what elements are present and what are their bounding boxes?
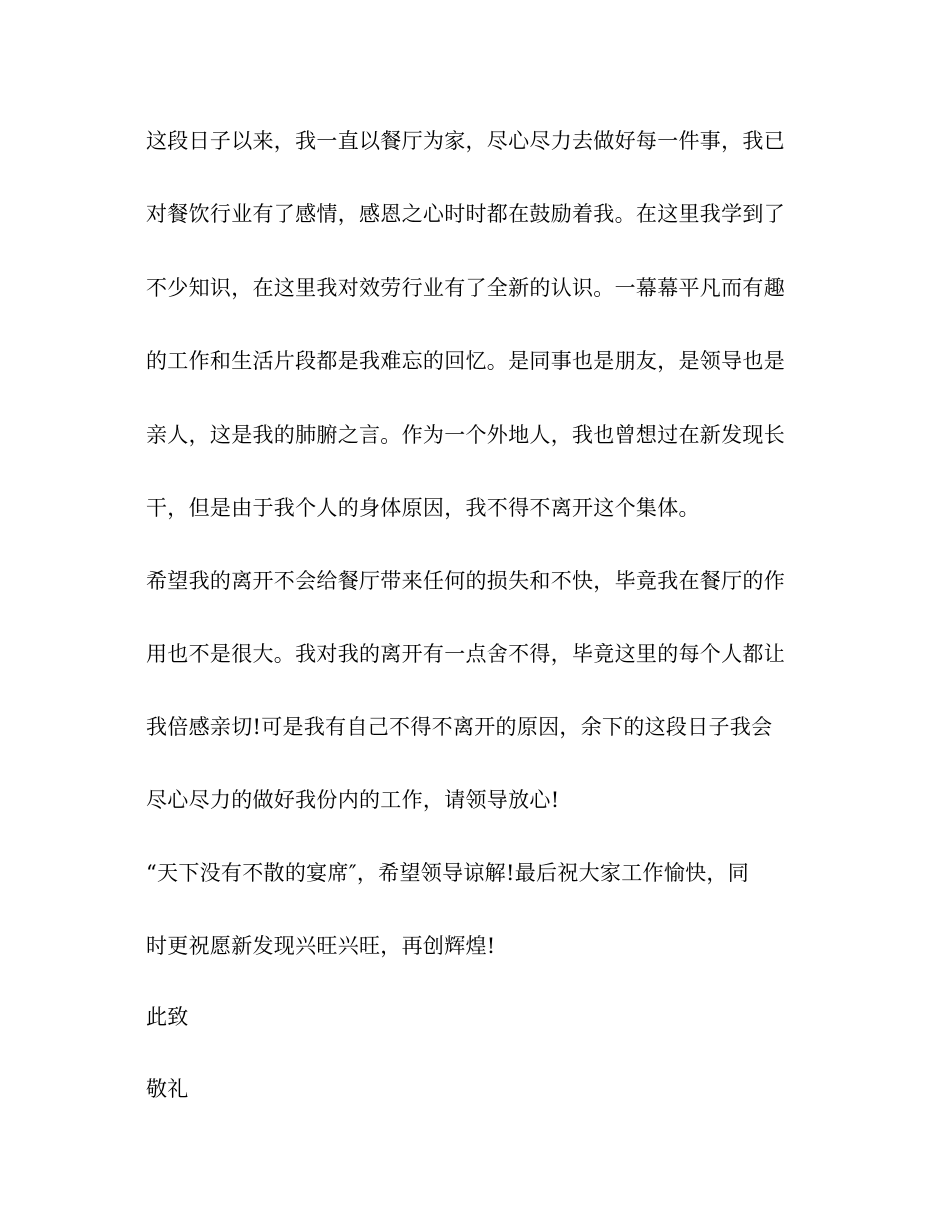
text-line-3: 不少知识，在这里我对效劳行业有了全新的认识。一幕幕平凡而有趣 xyxy=(146,276,785,300)
text-line-8: 用也不是很大。我对我的离开有一点舍不得，毕竟这里的每个人都让 xyxy=(146,642,785,666)
text-line-1: 这段日子以来，我一直以餐厅为家，尽心尽力去做好每一件事，我已 xyxy=(146,129,785,153)
text-line-7: 希望我的离开不会给餐厅带来任何的损失和不快，毕竟我在餐厅的作 xyxy=(146,569,785,593)
text-line-4: 的工作和生活片段都是我难忘的回忆。是同事也是朋友，是领导也是 xyxy=(146,349,785,373)
closing-salutation: 此致 xyxy=(146,1005,189,1029)
text-line-6: 干，但是由于我个人的身体原因，我不得不离开这个集体。 xyxy=(146,496,700,520)
text-line-5: 亲人，这是我的肺腑之言。作为一个外地人，我也曾想过在新发现长 xyxy=(146,423,785,447)
text-line-11: “天下没有不散的宴席″，希望领导谅解!最后祝大家工作愉快，同 xyxy=(146,861,750,885)
text-line-12: 时更祝愿新发现兴旺兴旺，再创辉煌! xyxy=(146,934,496,958)
text-line-2: 对餐饮行业有了感情，感恩之心时时都在鼓励着我。在这里我学到了 xyxy=(146,202,785,226)
text-line-9: 我倍感亲切!可是我有自己不得不离开的原因，余下的这段日子我会 xyxy=(146,715,773,739)
text-line-10: 尽心尽力的做好我份内的工作，请领导放心! xyxy=(146,788,560,812)
closing-regards: 敬礼 xyxy=(146,1077,189,1101)
